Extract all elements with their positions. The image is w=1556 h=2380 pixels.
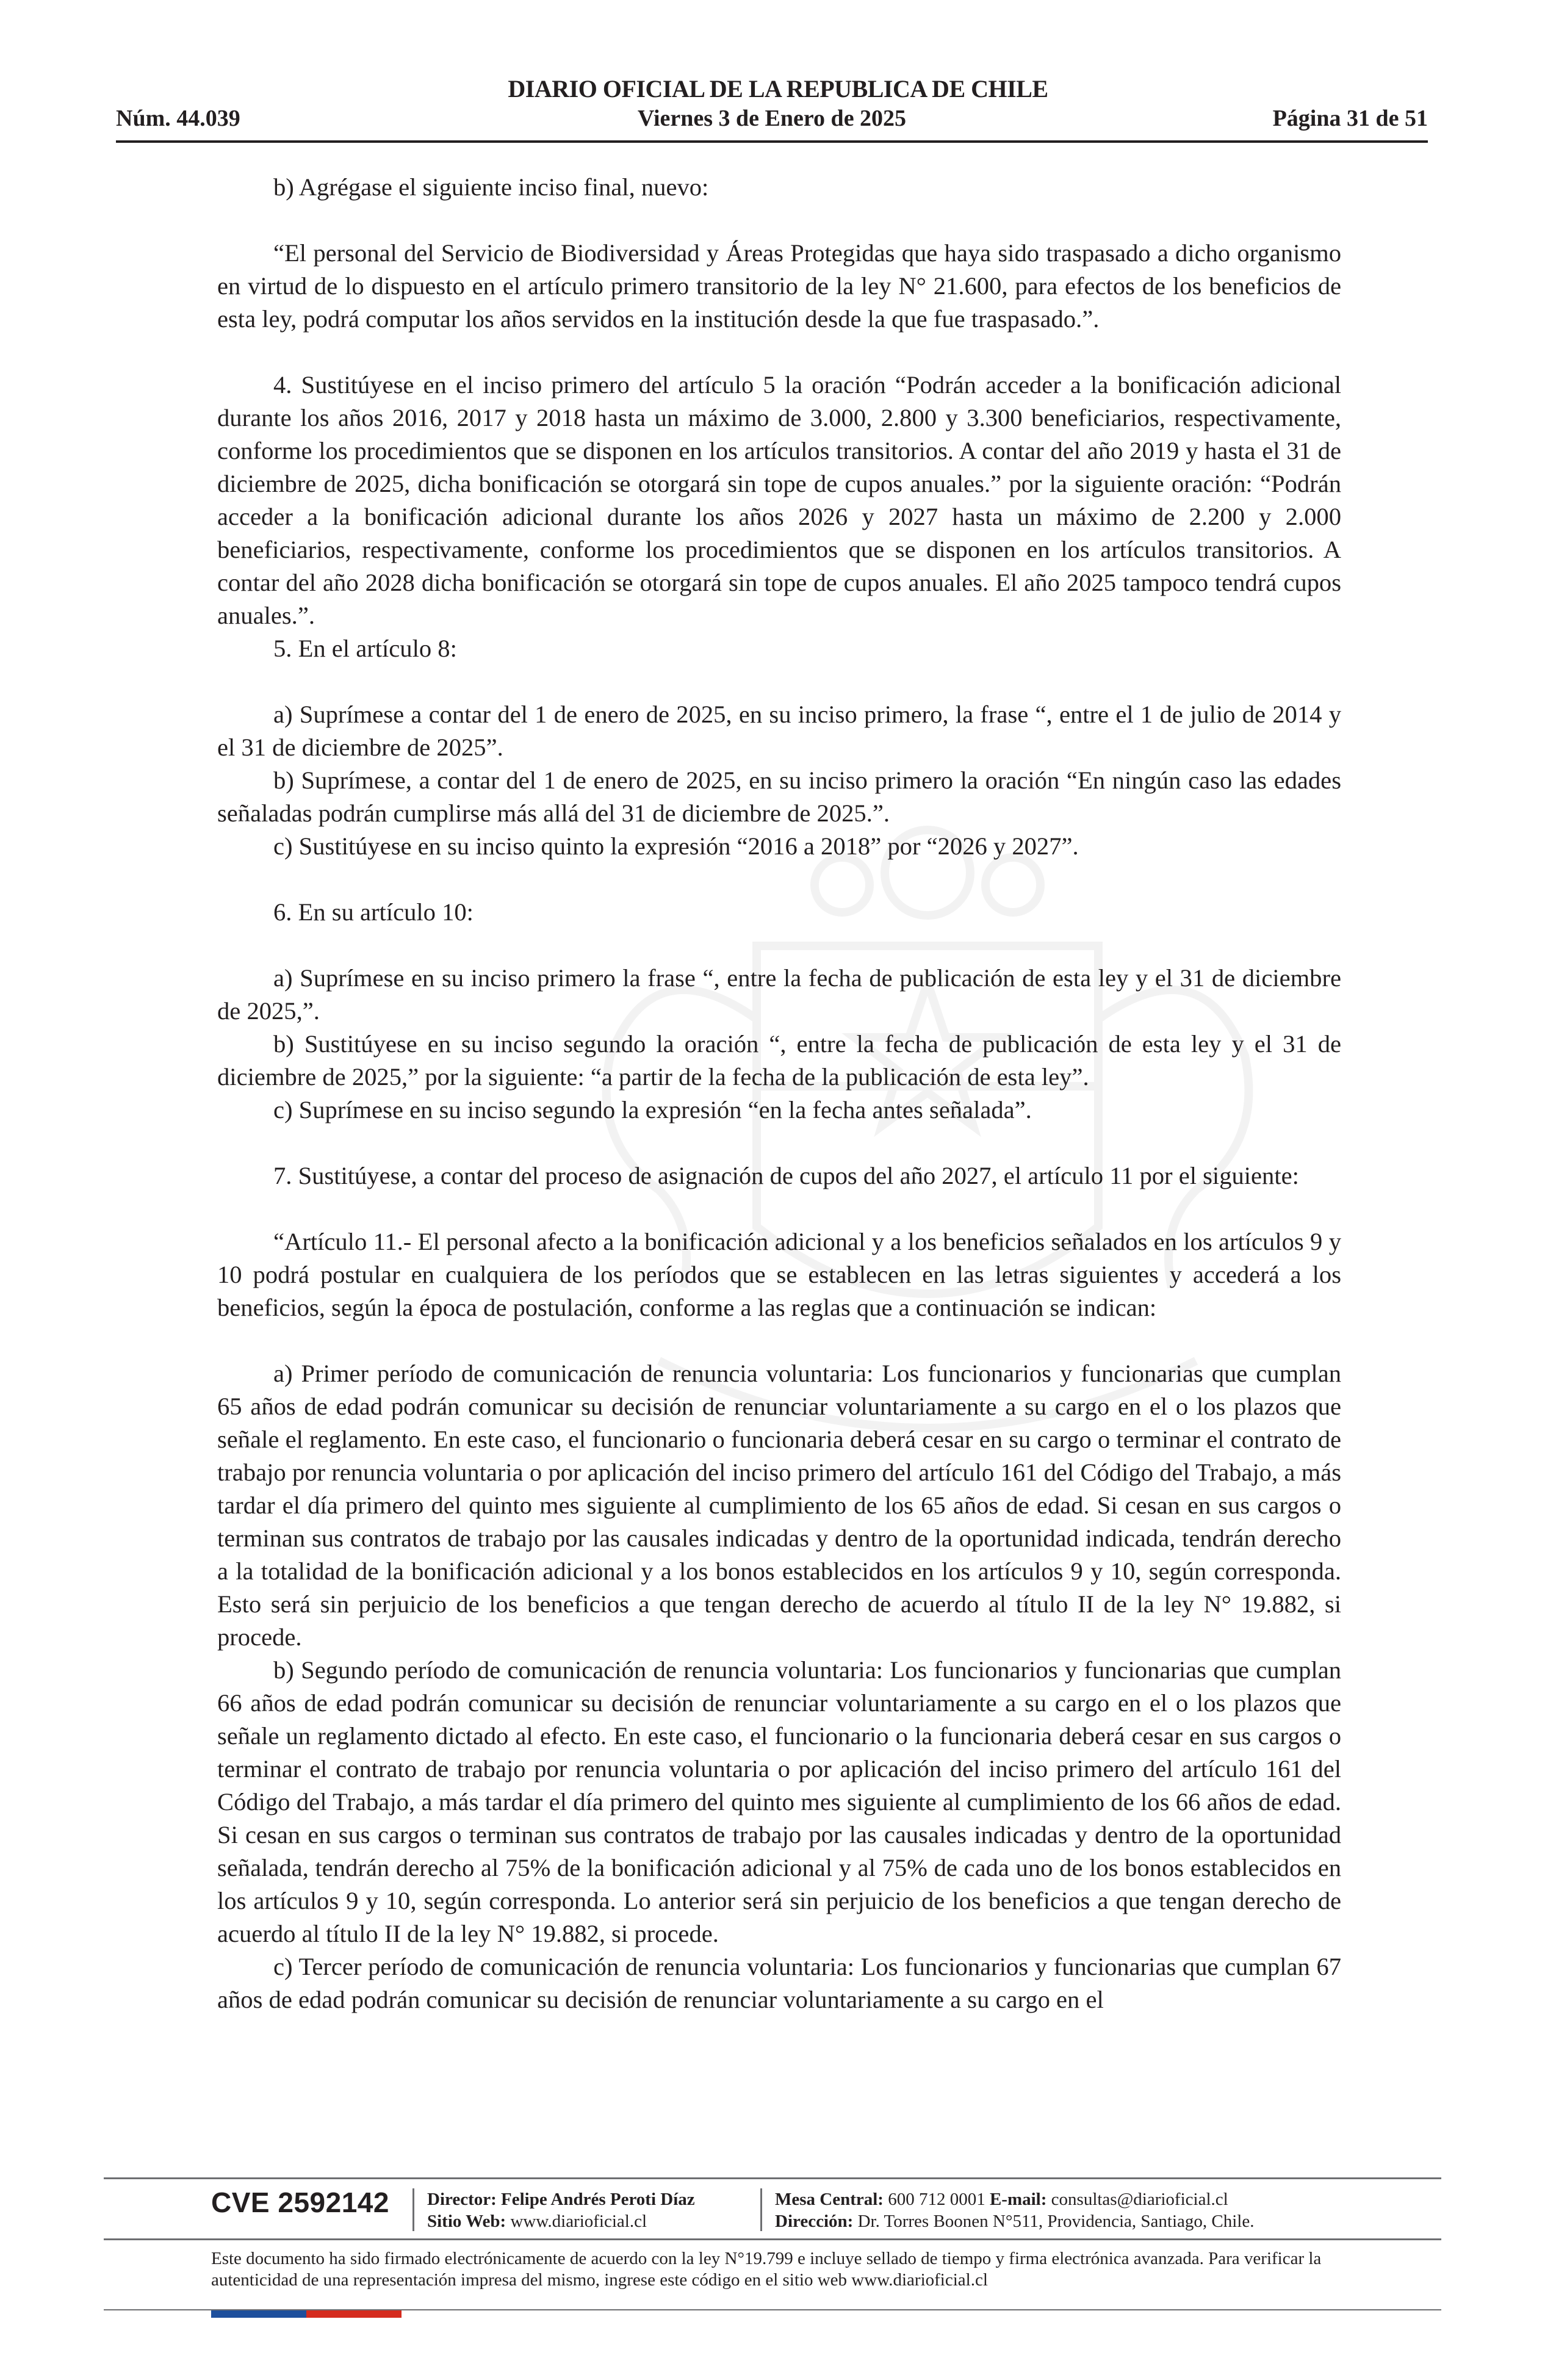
- paragraph: 4. Sustitúyese en el inciso primero del artículo 5 la oración “Podrán acceder a la bonificación adicional durante los años 2016, 2017 y 2018 hasta un máximo de 3.000, 2.800 y 3.300 beneficiarios, respectivamente, conforme los procedimientos que se disponen en los artículos transitorios. A contar del año 2019 y hasta el 31 de diciembre de 2025, dicha bonificación se otorgará sin tope de cupos anuales.” por la siguiente oración: “Podrán acceder a la bonificación adicional durante los años 2026 y 2027 hasta un máximo de 2.200 y 2.000 beneficiarios, respectivamente, conforme los procedimientos que se disponen en los artículos transitorios. A contar del año 2028 dicha bonificación se otorgará sin tope de cupos anuales. El año 2025 tampoco tendrá cupos anuales.”.: [217, 371, 1341, 629]
- flag-blue-stripe: [211, 2310, 306, 2318]
- paragraph: c) Tercer período de comunicación de renuncia voluntaria: Los funcionarios y funcionarias que cumplan 67 años de edad podrán comunicar su decisión de renunciar voluntariamente a su cargo en el: [217, 1953, 1341, 2013]
- paragraph: b) Agrégase el siguiente inciso final, nuevo:: [273, 173, 709, 201]
- email-label: E-mail:: [989, 2190, 1047, 2209]
- paragraph: b) Segundo período de comunicación de renuncia voluntaria: Los funcionarios y funcionarias que cumplan 66 años de edad podrán comunicar su decisión de renunciar voluntariamente a su cargo en el o los plazos que señale un reglamento dictado al efecto. En este caso, el funcionario o la funcionaria deberá cesar en sus cargos o terminar el contrato de trabajo por renuncia voluntaria o por aplicación del inciso primero del artículo 161 del Código del Trabajo, a más tardar el día primero del quinto mes siguiente al cumplimiento de los 66 años de edad. Si cesan en sus cargos o terminan sus contratos de trabajo por las causales indicadas y dentro de la oportunidad señalada, tendrán derecho al 75% de la bonificación adicional y al 75% de cada uno de los bonos establecidos en los artículos 9 y 10, según corresponda. Lo anterior será sin perjuicio de los beneficios a que tengan derecho de acuerdo al título II de la ley N° 19.882, si procede.: [217, 1656, 1341, 1947]
- chile-flag-stripe: [211, 2310, 402, 2318]
- address-label: Dirección:: [775, 2212, 854, 2231]
- paragraph: a) Primer período de comunicación de renuncia voluntaria: Los funcionarios y funcionarias que cumplan 65 años de edad podrán comunicar su decisión de renunciar voluntariamente a su cargo en el o los plazos que señale el reglamento. En este caso, el funcionario o funcionaria deberá cesar en su cargo o terminar el contrato de trabajo por renuncia voluntaria o por aplicación del inciso primero del artículo 161 del Código del Trabajo, a más tardar el día primero del quinto mes siguiente al cumplimiento de los 65 años de edad. Si cesan en sus cargos o terminan sus contratos de trabajo por las causales indicadas y dentro de la oportunidad indicada, tendrán derecho a la totalidad de la bonificación adicional y a los bonos establecidos en los artículos 9 y 10, según corresponda. Esto será sin perjuicio de los beneficios a que tengan derecho de acuerdo al título II de la ley N° 19.882, si procede.: [217, 1360, 1341, 1651]
- paragraph: “El personal del Servicio de Biodiversidad y Áreas Protegidas que haya sido traspasado a dicho organismo en virtud de lo dispuesto en el artículo primero transitorio de la ley N° 21.600, para efectos de los beneficios de esta ley, podrá computar los años servidos en la institución desde la que fue traspasado.”.: [217, 239, 1341, 333]
- signature-notice: Este documento ha sido firmado electrónicamente de acuerdo con la ley N°19.799 e incluye sellado de tiempo y firma electrónica avanzada. Para verificar la autenticidad de una representación impresa del mismo, ingrese este código en el sitio web www.diarioficial.cl: [211, 2249, 1322, 2290]
- footer-divider-top: [104, 2177, 1441, 2179]
- paragraph: “Artículo 11.- El personal afecto a la bonificación adicional y a los beneficios señalados en los artículos 9 y 10 podrá postular en cualquiera de los períodos que se establecen en las letras siguientes y accederá a los beneficios, según la época de postulación, conforme a las reglas que a continuación se indican:: [217, 1228, 1341, 1321]
- paragraph: b) Suprímese, a contar del 1 de enero de 2025, en su inciso primero la oración “En ningún caso las edades señaladas podrán cumplirse más allá del 31 de diciembre de 2025.”.: [217, 766, 1341, 827]
- paragraph: 7. Sustitúyese, a contar del proceso de asignación de cupos del año 2027, el artículo 11 por el siguiente:: [273, 1162, 1299, 1189]
- flag-red-stripe: [306, 2310, 402, 2318]
- footer-director-block: [427, 2188, 695, 2232]
- issue-number: Núm. 44.039: [116, 106, 240, 131]
- paragraph: 6. En su artículo 10:: [273, 898, 474, 926]
- paragraph: a) Suprímese a contar del 1 de enero de 2025, en su inciso primero, la frase “, entre el 1 de julio de 2014 y el 31 de diciembre de 2025”.: [217, 701, 1341, 761]
- cve-code: CVE 2592142: [211, 2187, 389, 2218]
- paragraph: c) Suprímese en su inciso segundo la expresión “en la fecha antes señalada”.: [273, 1096, 1032, 1123]
- director-label: Director:: [427, 2190, 497, 2209]
- page-number: Página 31 de 51: [1272, 106, 1428, 131]
- paragraph: b) Sustitúyese en su inciso segundo la oración “, entre la fecha de publicación de esta ley y el 31 de diciembre de 2025,” por la siguiente: “a partir de la fecha de la publicación de esta ley”.: [217, 1030, 1341, 1091]
- mesa-label: Mesa Central:: [775, 2190, 884, 2209]
- footer-separator: [412, 2188, 414, 2231]
- paragraph: a) Suprímese en su inciso primero la frase “, entre la fecha de publicación de esta ley y el 31 de diciembre de 2025,”.: [217, 964, 1341, 1025]
- footer-divider-middle: [104, 2238, 1441, 2240]
- mesa-phone: 600 712 0001: [888, 2190, 985, 2209]
- header-divider: [116, 140, 1428, 143]
- footer-separator: [760, 2188, 762, 2231]
- address-value: Dr. Torres Boonen N°511, Providencia, Santiago, Chile.: [857, 2212, 1255, 2231]
- email-link[interactable]: consultas@diarioficial.cl: [1051, 2190, 1228, 2209]
- paragraph: 5. En el artículo 8:: [273, 635, 457, 662]
- web-label: Sitio Web:: [427, 2212, 506, 2231]
- paragraph: c) Sustitúyese en su inciso quinto la expresión “2016 a 2018” por “2026 y 2027”.: [273, 832, 1079, 860]
- header-row: [116, 105, 1428, 135]
- publication-title: DIARIO OFICIAL DE LA REPUBLICA DE CHILE: [508, 75, 1048, 103]
- footer-contact-block: [775, 2188, 1254, 2232]
- article-body: [217, 171, 1341, 2016]
- publication-date: Viernes 3 de Enero de 2025: [637, 106, 907, 131]
- web-link[interactable]: www.diarioficial.cl: [510, 2212, 647, 2231]
- director-name: Felipe Andrés Peroti Díaz: [501, 2190, 695, 2209]
